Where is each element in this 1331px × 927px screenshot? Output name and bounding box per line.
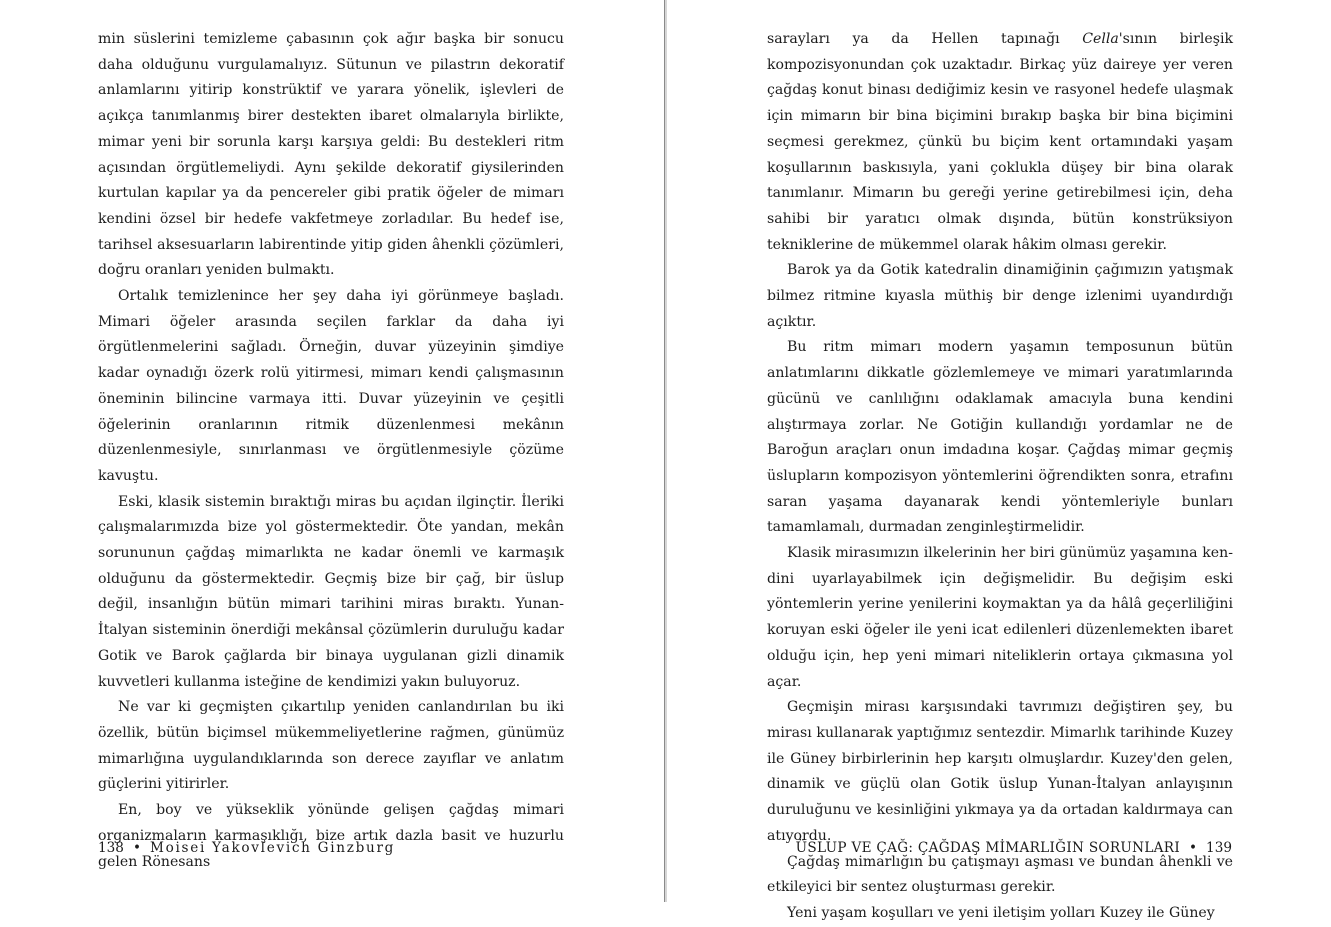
paragraph: Barok ya da Gotik katedralin dinamiğinin çağımızın yatışmak bilmez ritmine kıyasla müthiş bir denge izlenimi uyandırdığı açıktır. <box>767 262 1233 330</box>
text-run: 'sının birleşik kompozisyonundan çok uzaktadır. Birkaç yüz daireye yer veren çağdaş konut binası dediğimiz kesin ve rasyonel hedefe ulaşmak için mimarın bir bina biçimini bırakıp başka bir bina biçimini seçmesi gerekmez, çünkü bu biçim kent ortamındaki yaşam koşullarının baskısıyla, yani çoklukla düşey bir bina olarak tanımlanır. Mimarın bu gereği yerine getirebilmesi için, deha sahibi bir yaratıcı olmak dışında, bütün konstrüksiyon tekniklerine de mükemmel olarak hâkim olması gerekir. <box>767 31 1234 253</box>
paragraph: Ne var ki geçmişten çıkartılıp yeniden canlandırılan bu iki özellik, bütün biçimsel mükemmeliyetlerine rağmen, günümüz mimarlığına uygulandıklarında son derece zayıflar ve anlatım güçlerini yitirirler. <box>98 699 564 793</box>
right-page-footer <box>796 840 1232 856</box>
paragraph: Yeni yaşam koşulları ve yeni iletişim yolları Kuzey ile Güney <box>787 904 1215 921</box>
left-page-footer <box>98 840 395 856</box>
paragraph: Ortalık temizlenince her şey daha iyi görünmeye başladı. Mimari öğeler arasında seçilen farklar da daha iyi örgütlenmelerini sağladı. Örneğin, duvar yüzeyinin şimdiye kadar oynadığı özerk rolü yitirmesi, mimarı kendi çalışmasının öneminin bilincine varmaya itti. Duvar yüzeyinin ve çeşitli öğelerinin oranlarının ritmik düzenlenmesi mekânın düzenlenmesiyle, sınırlanması ve örgütlenmesiyle çözüme kavuştu. <box>98 288 564 484</box>
text-run: sarayları ya da Hellen tapınağı <box>767 31 1083 47</box>
page-gutter-shadow <box>665 0 667 902</box>
page-number: 139 <box>1206 840 1232 856</box>
running-head-author: Moisei Yakovlevich Ginzburg <box>149 840 396 856</box>
footer-bullet: • <box>1189 840 1198 856</box>
footer-bullet: • <box>132 840 141 856</box>
paragraph: Eski, klasik sistemin bıraktığı miras bu açıdan ilginçtir. İleriki çalışmalarımızda bize yol göstermektedir. Öte yandan, mekân sorununun çağdaş mimarlıkta ne kadar önemli ve karmaşık olduğunu da göstermektedir. Geçmiş bize bir çağ, bir üslup değil, insanlığın bütün mimari tarihini miras bıraktı. Yunan-İtalyan sisteminin önerdiği mekânsal çözümlerin duruluğu kadar Gotik ve Barok çağlarda bir binaya uygulanan gizli dinamik kuvvetleri kullanma isteğine de kendimizi yakın buluyoruz. <box>98 493 564 690</box>
paragraph: En, boy ve yükseklik yönünde gelişen çağdaş mimari organizmaların karmaşıklığı, bize artık dazla basit ve huzurlu gelen Rönesans <box>98 802 564 870</box>
left-page-body <box>98 27 564 875</box>
paragraph: Çağdaş mimarlığın bu çatışmayı aşması ve bundan âhenkli ve etkileyici bir sentez oluşturması gerekir. <box>767 853 1233 896</box>
paragraph: Geçmişin mirası karşısındaki tavrımızı değiştiren şey, bu mirası kullanarak yaptığımız sentezdir. Mimarlık tarihinde Kuzey ile Güney birbirlerinin hep karşıtı olmuşlardır. Kuzey'den gelen, dinamik ve güçlü olan Gotik üslup Yunan-İtalyan anlayışının duruluğunu ve kesinliğini yıkmaya ya da ortadan kaldırmaya can atıyordu. <box>767 699 1233 844</box>
paragraph: min süslerini temizleme çabasının çok ağır başka bir sonucu daha olduğunu vurgulamalıyız. Sütunun ve pilastrın dekoratif anlamlarını yitirip konstrüktif ve yarara yönelik, işlevleri de açıkça tanımlanmış birer destekten ibaret olmalarıyla birlikte, mimar yeni bir sorunla karşı karşıya geldi: Bu destekleri ritm açısından örgütlemeliydi. Aynı şekilde dekoratif giysilerinden kurtulan kapılar ya da pencereler gibi pratik öğeler de mimarı kendini özsel bir hedefe vakfetmeye zorladılar. Bu hedef ise, tarihsel aksesuarların labirentinde yitip giden âhenkli çözümleri, doğru oranları yeniden bulmaktı. <box>98 31 564 279</box>
running-head-title: ÜSLUP VE ÇAĞ: ÇAĞDAŞ MİMARLIĞIN SORUNLARI <box>795 840 1181 856</box>
paragraph <box>767 27 1233 258</box>
paragraph: Klasik mirasımızın ilkelerinin her biri günümüz yaşamına kendini uyarlayabilmek için değişmelidir. Bu değişim eski yöntemlerin yerine yenilerini koymaktan ya da hâlâ geçerliliğini koruyan eski öğeler ile yeni icat edilenleri düzenlemekten ibaret olduğu için, hep yeni mimari niteliklerin ortaya çıkmasına yol açar. <box>767 545 1233 690</box>
right-page-body <box>767 27 1233 927</box>
page-number: 138 <box>98 840 124 856</box>
italic-term: Cella <box>1082 31 1119 47</box>
paragraph: Bu ritm mimarı modern yaşamın temposunun bütün anlatımlarını dikkatle gözlemlemeye ve mimari yaratımlarında gücünü ve canlılığını odaklamak amacıyla buna kendini alıştırmaya zorlar. Ne Gotiğin kullandığı yordamlar ne de Baroğun araçları onun imdadına koşar. Çağdaş mimar geçmiş üslupların kompozisyon yöntemlerini öğrendikten sonra, etrafını saran yaşama dayanarak kendi yöntemleriyle bunları tamamlamalı, durmadan zenginleştirmelidir. <box>767 339 1233 536</box>
